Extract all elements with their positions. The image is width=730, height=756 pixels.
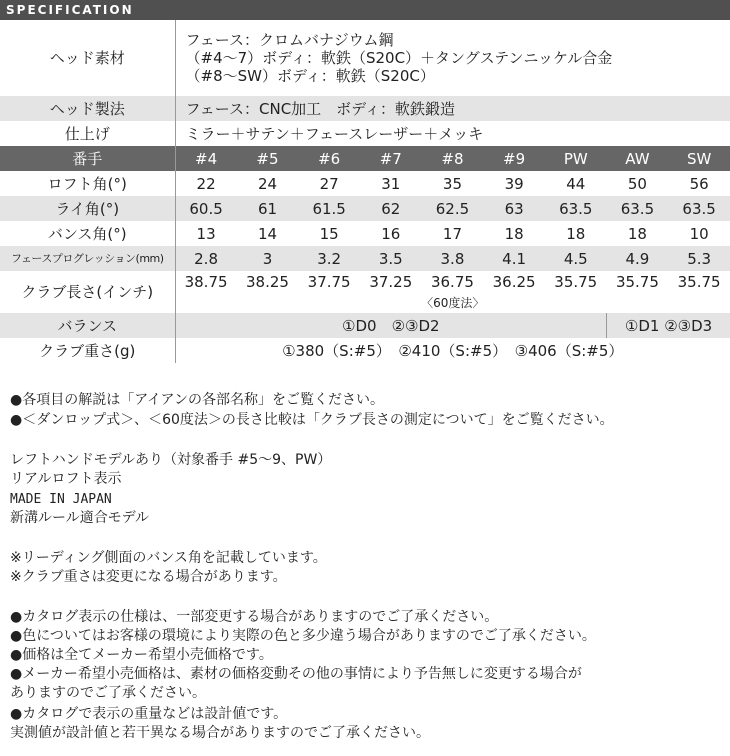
cell-loft: 44 xyxy=(566,174,586,193)
cell-lie: 63.5 xyxy=(668,196,730,221)
value-balance-right: ①D1 ②③D3 xyxy=(607,313,730,338)
value-weight: ①380（S:#5） ②410（S:#5） ③406（S:#5） xyxy=(282,341,624,360)
note-length-comparison: ●＜ダンロップ式＞、＜60度法＞の長さ比較は「クラブ長さの測定について」をご覧ください。 xyxy=(10,412,614,428)
cell-lie: 63.5 xyxy=(607,196,669,221)
cell-lie: 63 xyxy=(483,196,545,221)
cell-length: 36.75 xyxy=(430,273,474,291)
note-made-in: MADE IN JAPAN xyxy=(10,492,112,507)
note-parts-explanation: ●各項目の解説は「アイアンの各部名称」をご覧ください。 xyxy=(10,392,384,408)
cell-length: 35.75 xyxy=(615,273,659,291)
cell-progression: 3 xyxy=(237,246,299,271)
cell-progression: 3.8 xyxy=(422,246,484,271)
cell-bounce: 14 xyxy=(257,224,278,243)
cell-length: 36.25 xyxy=(492,273,536,291)
label-lie: ライ角(°) xyxy=(0,196,175,221)
note-price-change: ●メーカー希望小売価格は、素材の価格変動その他の事情により予告無しに変更する場合が xyxy=(10,666,582,682)
label-head-method: ヘッド製法 xyxy=(0,96,175,121)
note-left-hand: レフトハンドモデルあり（対象番手 #5～9、PW） xyxy=(10,452,332,468)
label-finish: 仕上げ xyxy=(0,121,175,146)
row-head-method xyxy=(0,96,730,121)
cell-length: 35.75 xyxy=(677,273,721,291)
cell-progression: 3.2 xyxy=(298,246,360,271)
cell-lie: 61.5 xyxy=(298,196,360,221)
cell-loft: 27 xyxy=(319,174,339,193)
cell-bounce: 16 xyxy=(381,224,401,243)
section-header-bar xyxy=(0,0,730,20)
note-measured-value: 実測値が設計値と若干異なる場合がありますのでご了承ください。 xyxy=(10,725,430,741)
note-real-loft: リアルロフト表示 xyxy=(10,471,122,487)
cell-progression: 4.5 xyxy=(545,246,607,271)
note-color: ●色についてはお客様の環境により実際の色と多少違う場合がありますのでご了承ください。 xyxy=(10,628,596,644)
cell-bounce: 17 xyxy=(442,224,462,243)
cell-progression: 5.3 xyxy=(668,246,730,271)
cell-lie: 63.5 xyxy=(545,196,607,221)
cell-number: #5 xyxy=(237,146,299,171)
cell-number: PW xyxy=(545,146,607,171)
cell-number: #8 xyxy=(422,146,484,171)
label-weight: クラブ重さ(g) xyxy=(0,338,175,363)
cell-bounce: 10 xyxy=(689,224,709,243)
length-method-note: 〈60度法〉 xyxy=(421,295,485,310)
cell-lie: 62.5 xyxy=(422,196,484,221)
note-bounce: ※リーディング側面のバンス角を記載しています。 xyxy=(10,550,327,566)
spec-table xyxy=(0,20,730,363)
cell-number: AW xyxy=(607,146,669,171)
cell-loft: 24 xyxy=(257,174,278,193)
cell-number: #7 xyxy=(360,146,422,171)
value-finish: ミラー＋サテン＋フェースレーザー＋メッキ xyxy=(185,124,484,143)
cell-loft: 31 xyxy=(381,174,401,193)
row-head-material xyxy=(0,20,730,96)
note-price: ●価格は全てメーカー希望小売価格です。 xyxy=(10,647,273,663)
note-weight: ※クラブ重さは変更になる場合があります。 xyxy=(10,569,287,585)
row-number xyxy=(0,146,730,171)
note-catalog-spec: ●カタログ表示の仕様は、一部変更する場合がありますのでご了承ください。 xyxy=(10,609,499,625)
row-bounce xyxy=(0,221,730,246)
cell-bounce: 15 xyxy=(319,224,339,243)
cell-loft: 39 xyxy=(504,174,524,193)
row-loft xyxy=(0,171,730,196)
cell-bounce: 18 xyxy=(566,224,586,243)
cell-loft: 35 xyxy=(442,174,462,193)
value-balance-left: ①D0 ②③D2 xyxy=(175,313,607,338)
cell-length: 38.25 xyxy=(246,273,289,291)
row-lie xyxy=(0,196,730,221)
row-length xyxy=(0,271,730,293)
cell-number: #9 xyxy=(483,146,545,171)
cell-bounce: 18 xyxy=(627,224,647,243)
cell-loft: 56 xyxy=(689,174,709,193)
cell-progression: 2.8 xyxy=(175,246,237,271)
row-balance xyxy=(0,313,730,338)
section-title: SPECIFICATION xyxy=(0,0,152,20)
row-finish xyxy=(0,121,730,146)
cell-progression: 4.1 xyxy=(483,246,545,271)
cell-length: 38.75 xyxy=(184,273,228,291)
head-material-line: （#4～7）ボディ：軟鉄（S20C）＋タングステンニッケル合金 xyxy=(185,49,613,67)
cell-number: #6 xyxy=(298,146,360,171)
label-head-material: ヘッド素材 xyxy=(0,20,175,96)
cell-bounce: 18 xyxy=(504,224,524,243)
row-weight xyxy=(0,338,730,363)
cell-progression: 3.5 xyxy=(360,246,422,271)
note-design-value: ●カタログで表示の重量などは設計値です。 xyxy=(10,706,288,722)
cell-progression: 4.9 xyxy=(607,246,669,271)
cell-loft: 22 xyxy=(196,174,216,193)
cell-loft: 50 xyxy=(627,174,647,193)
value-head-method: フェース：CNC加工 ボディ：軟鉄鍛造 xyxy=(175,96,730,121)
head-material-line: （#8～SW）ボディ：軟鉄（S20C） xyxy=(185,67,435,85)
head-material-line: フェース：クロムバナジウム鋼 xyxy=(185,31,394,49)
cell-number: #4 xyxy=(175,146,237,171)
label-balance: バランス xyxy=(0,313,175,338)
label-length: クラブ長さ(インチ) xyxy=(0,271,175,313)
value-head-material xyxy=(175,20,730,96)
cell-bounce: 13 xyxy=(196,224,216,243)
cell-lie: 62 xyxy=(360,196,422,221)
note-price-change-cont: ありますのでご了承ください。 xyxy=(10,685,206,701)
row-progression xyxy=(0,246,730,271)
label-bounce: バンス角(°) xyxy=(0,221,175,246)
cell-lie: 61 xyxy=(237,196,299,221)
note-groove-rule: 新溝ルール適合モデル xyxy=(10,510,150,526)
cell-length: 37.25 xyxy=(369,273,413,291)
cell-length: 37.75 xyxy=(307,273,351,291)
cell-lie: 60.5 xyxy=(175,196,237,221)
cell-number: SW xyxy=(668,146,730,171)
label-loft: ロフト角(°) xyxy=(0,171,175,196)
label-progression: フェースプログレッション(mm) xyxy=(0,246,175,271)
label-number: 番手 xyxy=(0,146,175,171)
cell-length: 35.75 xyxy=(554,273,598,291)
